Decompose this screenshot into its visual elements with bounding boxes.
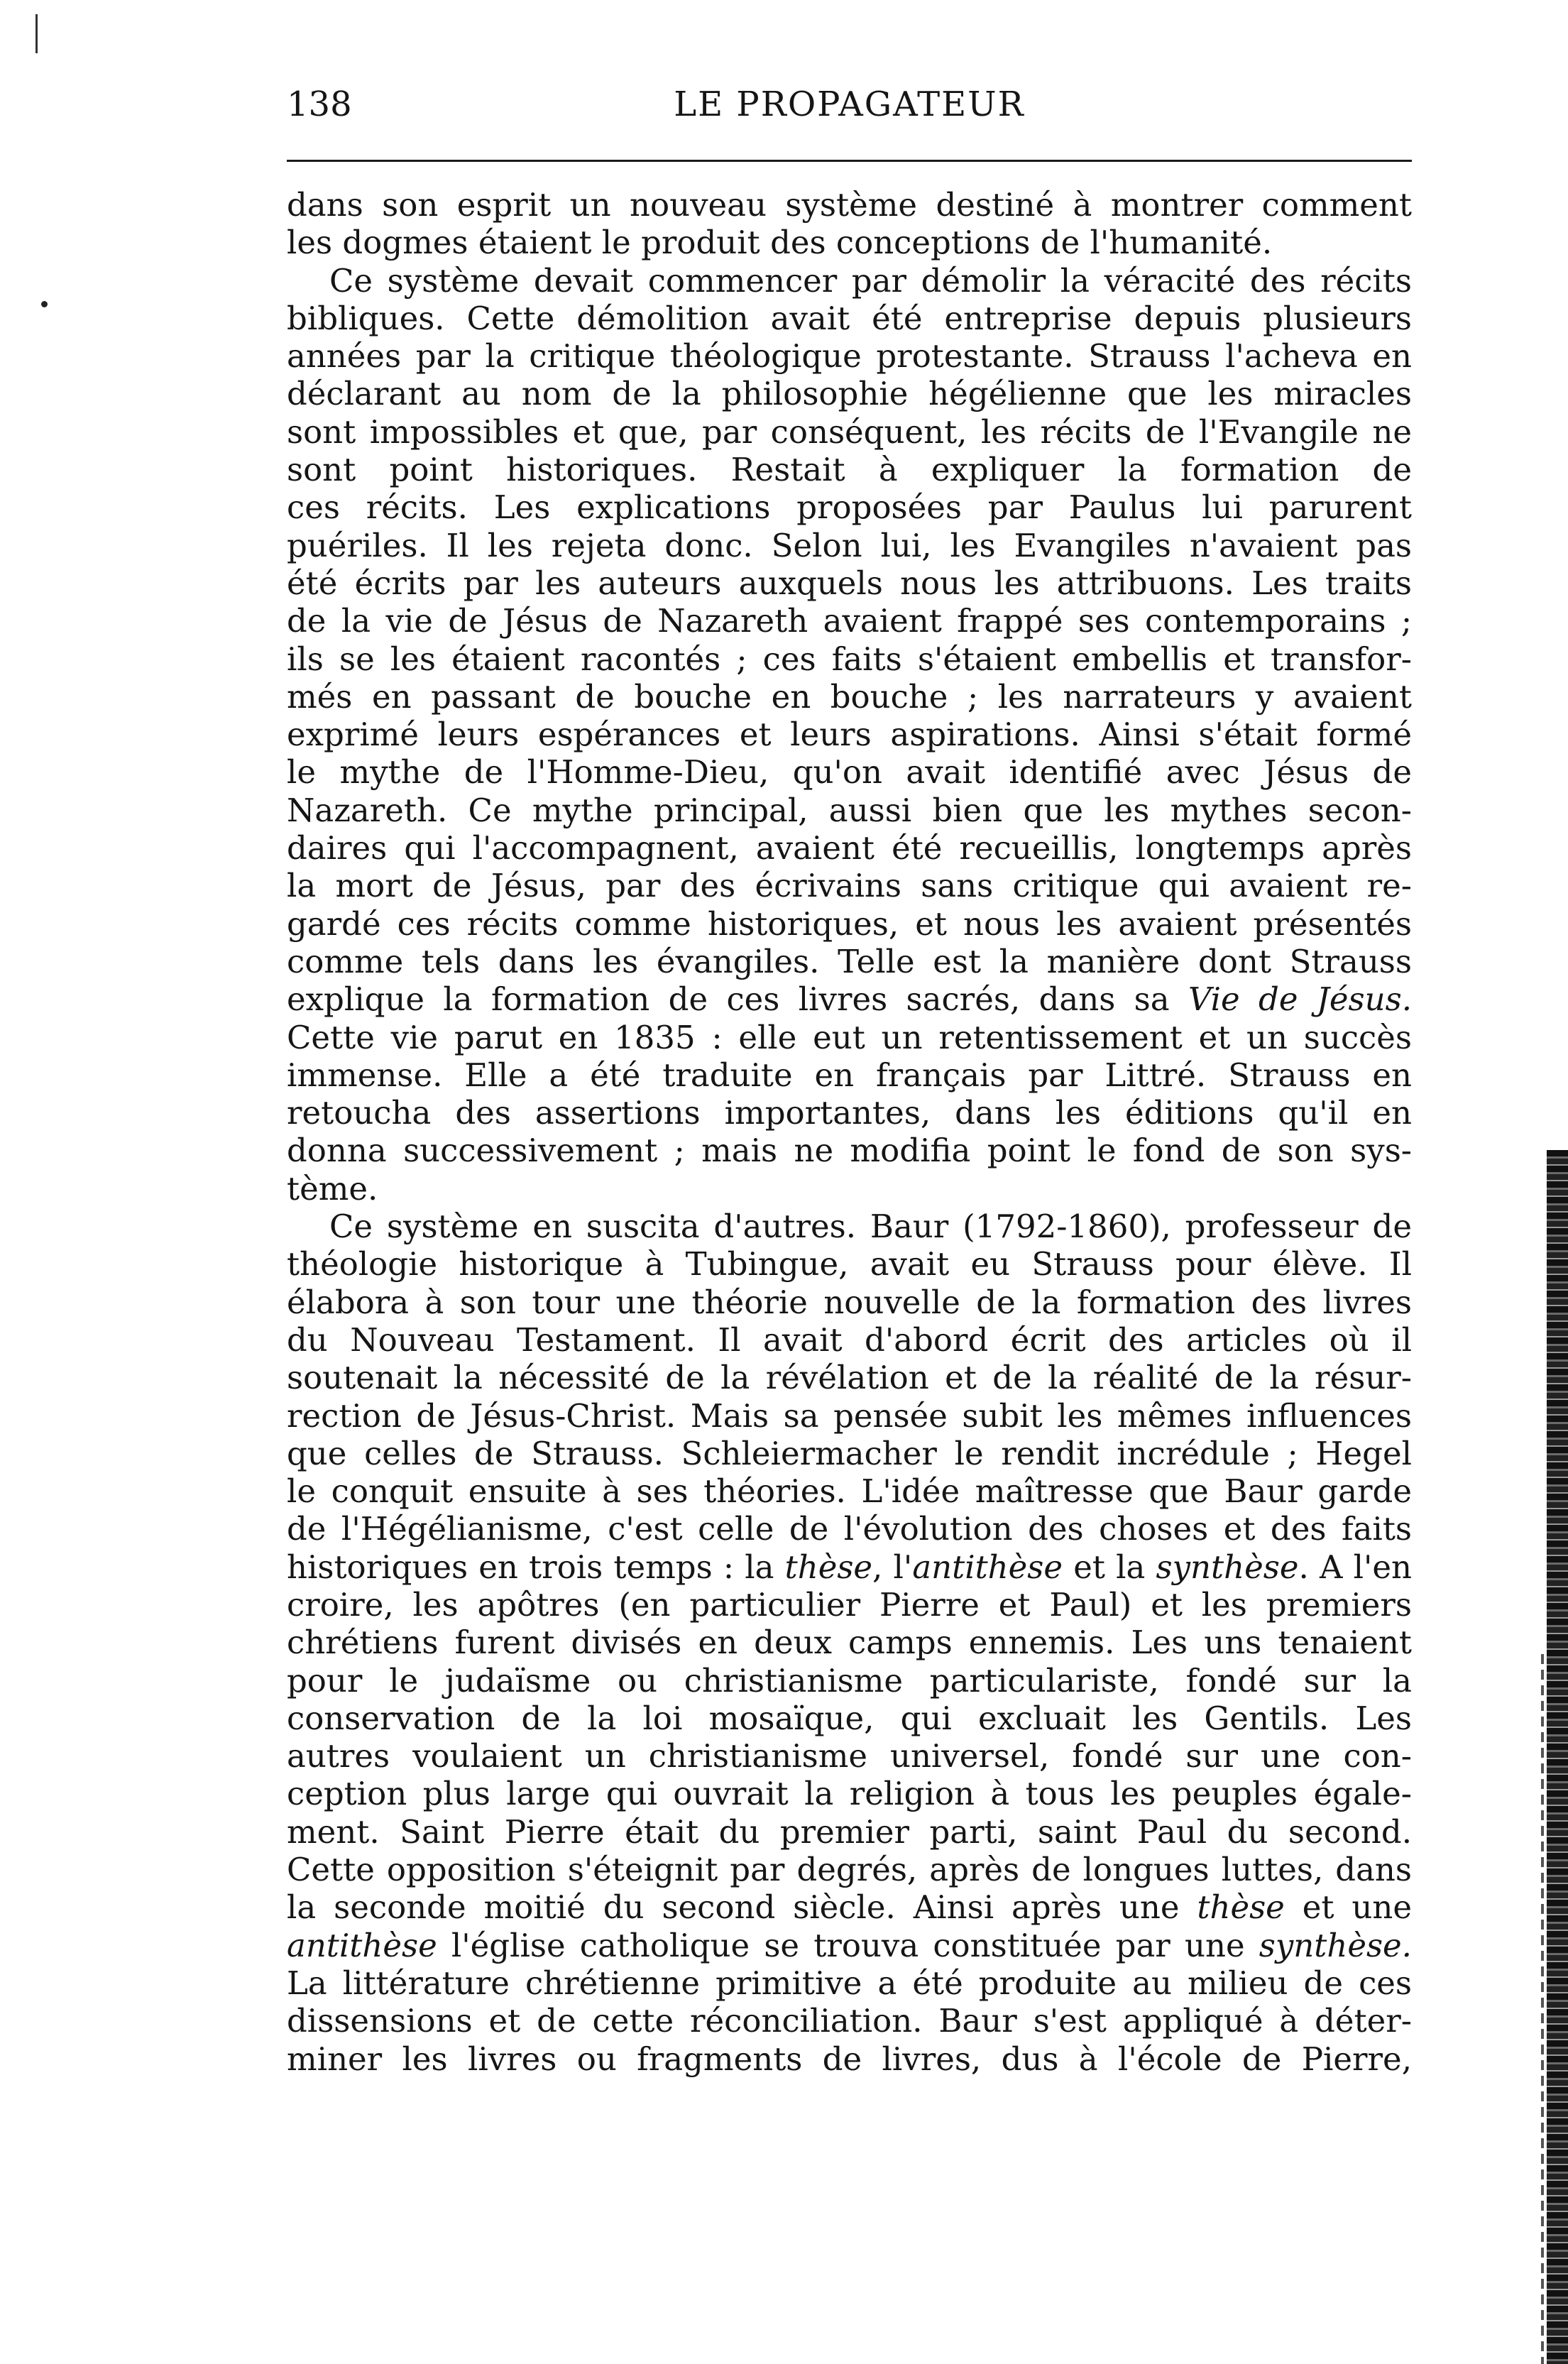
text-line: Nazareth. Ce mythe principal, aussi bien que les mythes secon- — [287, 791, 1412, 829]
text-line — [287, 980, 1412, 1018]
text-run: historiques en trois temps : la — [287, 1548, 785, 1586]
text-line: tème. — [287, 1169, 378, 1208]
text-line: sont point historiques. Restait à expliquer la formation de — [287, 451, 1412, 489]
text-line: comme tels dans les évangiles. Telle est la manière dont Strauss — [287, 942, 1412, 980]
text-line — [287, 1888, 1412, 1926]
text-run: . A l'en — [1298, 1548, 1412, 1586]
text-line: immense. Elle a été traduite en français par Littré. Strauss en — [287, 1056, 1412, 1094]
text-line: La littérature chrétienne primitive a été produite au milieu de ces — [287, 1964, 1412, 2002]
italic-term-synthese: synthèse. — [1259, 1926, 1412, 1964]
text-line: més en passant de bouche en bouche ; les narrateurs y avaient — [287, 677, 1412, 716]
body-text — [287, 186, 1412, 2078]
text-line: ces récits. Les explications proposées par Paulus lui parurent — [287, 488, 1412, 527]
text-line: la mort de Jésus, par des écrivains sans critique qui avaient re- — [287, 867, 1412, 905]
text-line: exprimé leurs espérances et leurs aspirations. Ainsi s'était formé — [287, 716, 1412, 754]
text-line: Ce système devait commencer par démolir la véracité des récits — [329, 261, 1412, 300]
italic-term-antithese: antithèse — [287, 1926, 437, 1964]
page-number: 138 — [287, 84, 352, 124]
running-title: LE PROPAGATEUR — [674, 84, 1025, 124]
text-line: Ce système en suscita d'autres. Baur (1792-1860), professeur de — [329, 1208, 1412, 1246]
text-run: , l' — [872, 1548, 913, 1586]
text-line — [287, 1927, 1412, 1964]
text-line: Cette opposition s'éteignit par degrés, après de longues luttes, dans — [287, 1851, 1412, 1889]
text-line: pour le judaïsme ou christianisme particulariste, fondé sur la — [287, 1661, 1412, 1700]
text-line: les dogmes étaient le produit des conceptions de l'humanité. — [287, 224, 1273, 262]
binding-edge — [1547, 1150, 1568, 2364]
italic-term-these: thèse — [1197, 1888, 1285, 1927]
text-line: croire, les apôtres (en particulier Pierre et Paul) et les premiers — [287, 1585, 1412, 1624]
italic-title: Vie de Jésus. — [1188, 980, 1412, 1019]
text-line: autres voulaient un christianisme universel, fondé sur une con- — [287, 1737, 1412, 1775]
text-line: rection de Jésus-Christ. Mais sa pensée subit les mêmes influences — [287, 1396, 1412, 1435]
scan-mark — [35, 14, 38, 53]
text-line: de la vie de Jésus de Nazareth avaient frappé ses contemporains ; — [287, 602, 1412, 640]
text-line: miner les livres ou fragments de livres, dus à l'école de Pierre, — [287, 2040, 1412, 2078]
text-line: Cette vie parut en 1835 : elle eut un retentissement et un succès — [287, 1018, 1412, 1056]
text-line: bibliques. Cette démolition avait été entreprise depuis plusieurs — [287, 299, 1412, 337]
text-line: sont impossibles et que, par conséquent, les récits de l'Evangile ne — [287, 412, 1412, 451]
text-line: gardé ces récits comme historiques, et nous les avaient présentés — [287, 904, 1412, 943]
text-line: dissensions et de cette réconciliation. Baur s'est appliqué à déter- — [287, 2002, 1412, 2040]
text-line: ment. Saint Pierre était du premier parti, saint Paul du second. — [287, 1812, 1412, 1851]
text-line: ception plus large qui ouvrait la religion à tous les peuples égale- — [287, 1775, 1412, 1813]
text-line: théologie historique à Tubingue, avait eu Strauss pour élève. Il — [287, 1245, 1412, 1284]
text-run: l'église catholique se trouva constituée par une — [437, 1926, 1259, 1964]
text-line: donna successivement ; mais ne modifia point le fond de son sys- — [287, 1132, 1412, 1170]
margin-dot — [41, 301, 48, 307]
italic-term-synthese: synthèse — [1156, 1548, 1299, 1586]
text-line: chrétiens furent divisés en deux camps ennemis. Les uns tenaient — [287, 1624, 1412, 1662]
text-line: élabora à son tour une théorie nouvelle de la formation des livres — [287, 1283, 1412, 1321]
italic-term-these: thèse — [784, 1548, 873, 1586]
text-line — [287, 1548, 1412, 1586]
text-line: daires qui l'accompagnent, avaient été recueillis, longtemps après — [287, 829, 1412, 868]
text-run: explique la formation de ces livres sacrés, dans sa — [287, 980, 1188, 1019]
text-run: et la — [1063, 1548, 1156, 1586]
text-line: de l'Hégélianisme, c'est celle de l'évolution des choses et des faits — [287, 1510, 1412, 1548]
text-line: années par la critique théologique protestante. Strauss l'acheva en — [287, 337, 1412, 376]
text-line: le conquit ensuite à ses théories. L'idée maîtresse que Baur garde — [287, 1472, 1412, 1511]
text-line: conservation de la loi mosaïque, qui excluait les Gentils. Les — [287, 1699, 1412, 1737]
page-header — [287, 80, 1412, 129]
text-run: et une — [1284, 1888, 1412, 1927]
text-line: le mythe de l'Homme-Dieu, qu'on avait identifié avec Jésus de — [287, 753, 1412, 792]
text-line: retoucha des assertions importantes, dans les éditions qu'il en — [287, 1094, 1412, 1132]
text-run: la seconde moitié du second siècle. Ainsi après une — [287, 1888, 1197, 1927]
text-line: puériles. Il les rejeta donc. Selon lui, les Evangiles n'avaient pas — [287, 526, 1412, 564]
italic-term-antithese: antithèse — [912, 1548, 1063, 1586]
text-line: été écrits par les auteurs auxquels nous les attribuons. Les traits — [287, 564, 1412, 602]
text-line: déclarant au nom de la philosophie hégélienne que les miracles — [287, 375, 1412, 413]
text-line: du Nouveau Testament. Il avait d'abord écrit des articles où il — [287, 1320, 1412, 1359]
text-line: soutenait la nécessité de la révélation et de la réalité de la résur- — [287, 1359, 1412, 1397]
binding-edge-inner — [1541, 1654, 1544, 2364]
header-rule — [287, 160, 1412, 162]
text-line: que celles de Strauss. Schleiermacher le rendit incrédule ; Hegel — [287, 1434, 1412, 1472]
text-line: dans son esprit un nouveau système destiné à montrer comment — [287, 186, 1412, 224]
text-line: ils se les étaient racontés ; ces faits s'étaient embellis et transfor- — [287, 640, 1412, 678]
